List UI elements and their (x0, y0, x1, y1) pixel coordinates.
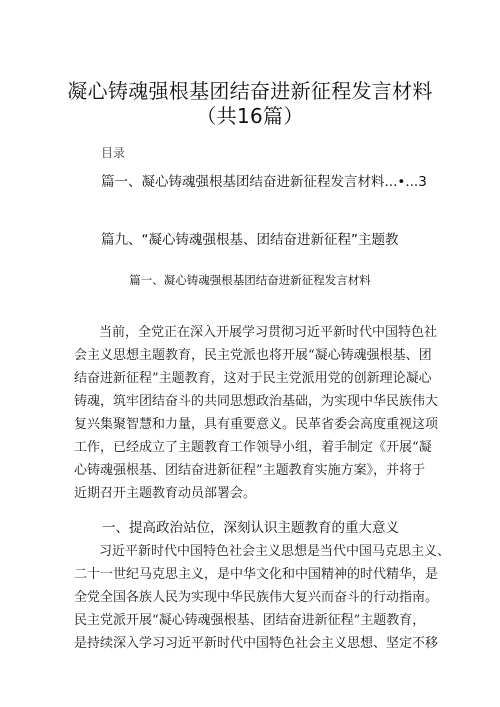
paragraph-line: 近期召开主题教育动员部署会。 (74, 486, 257, 501)
paragraph-line: 会主义思想主题教育，民主党派也将开展“凝心铸魂强根基、团 (74, 348, 432, 363)
document-title: 凝心铸魂强根基团结奋进新征程发言材料 (67, 79, 433, 103)
paragraph-line: 民主党派开展“凝心铸魂强根基、团结奋进新征程”主题教育， (74, 613, 426, 628)
toc-item[interactable]: 篇九、“凝心铸魂强根基、团结奋进新征程”主题教 (101, 232, 399, 248)
paragraph-line: 心铸魂强根基、团结奋进新征程”主题教育实施方案》，并将于 (74, 463, 426, 478)
document-subtitle: （共16篇） (196, 104, 304, 128)
paragraph-line: 铸魂，筑牢团结奋斗的共同思想政治基础，为实现中华民族伟大 (74, 394, 439, 409)
section-heading: 一、提高政治站位，深刻认识主题教育的重大意义 (102, 520, 399, 536)
toc-label: 目录 (101, 146, 126, 160)
paragraph-line: 二十一世纪马克思主义，是中华文化和中国精神的时代精华，是 (74, 567, 439, 582)
paragraph-line: 结奋进新征程”主题教育，这对于民主党派用党的创新理论凝心 (74, 371, 432, 386)
paragraph-line: 习近平新时代中国特色社会主义思想是当代中国马克思主义、 (99, 544, 451, 559)
paragraph-line: 工作，已经成立了主题教育工作领导小组，着手制定《开展“凝 (74, 440, 432, 455)
paragraph-line: 当前，全党正在深入开展学习贯彻习近平新时代中国特色社 (99, 325, 438, 340)
toc-item[interactable]: 篇一、凝心铸魂强根基团结奋进新征程发言材料...•...3 (101, 174, 427, 190)
paragraph-line: 复兴集聚智慧和力量，具有重要意义。民革省委会高度重视这项 (74, 417, 439, 432)
paragraph-line: 全党全国各族人民为实现中华民族伟大复兴而奋斗的行动指南。 (74, 590, 439, 605)
section-title: 篇一、凝心铸魂强根基团结奋进新征程发言材料 (129, 273, 371, 287)
paragraph-line: 是持续深入学习习近平新时代中国特色社会主义思想、坚定不移 (74, 636, 439, 651)
